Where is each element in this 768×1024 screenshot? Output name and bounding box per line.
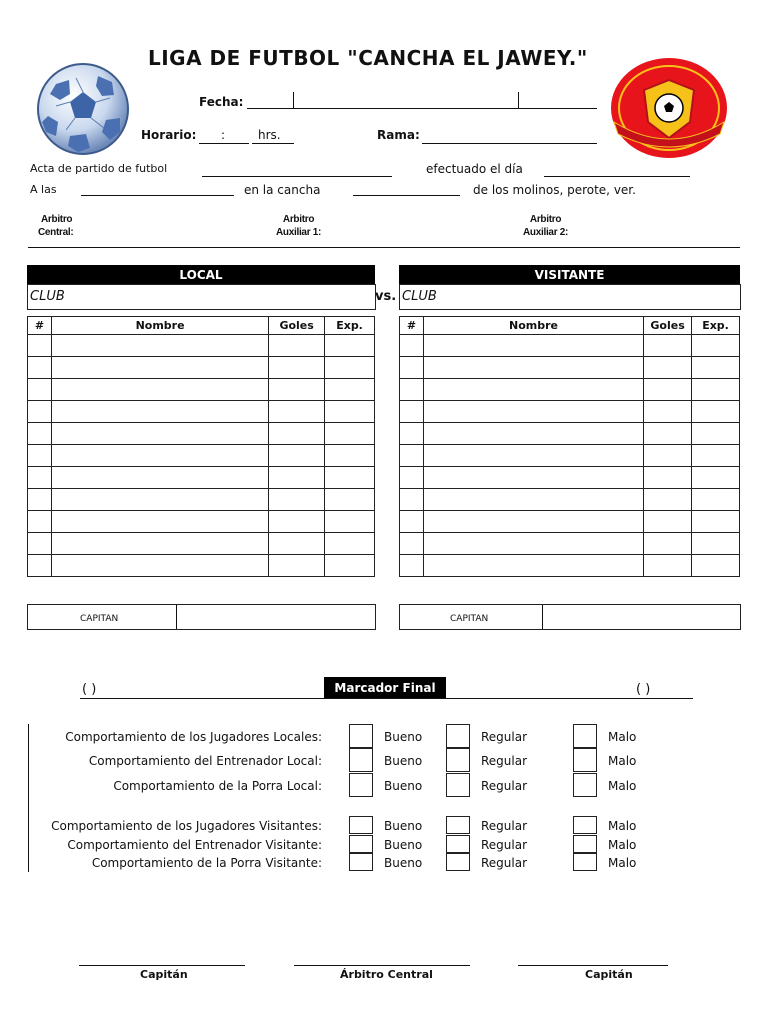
referee-central-label [38,213,73,239]
visitante-roster-row [400,445,740,467]
visitante-name-cell[interactable] [423,555,643,577]
behavior-option-label: Bueno [384,730,423,744]
visitante-number-cell[interactable] [400,467,424,489]
behavior-option-label: Malo [608,838,637,852]
visitante-exp-cell[interactable] [692,357,740,379]
local-roster-row [28,533,375,555]
behavior-local-regular-checkbox[interactable] [446,724,470,748]
local-roster-row [28,379,375,401]
behavior-local-label: Comportamiento de la Porra Local: [113,779,322,793]
visitante-goals-cell[interactable] [644,467,692,489]
signature-center-line[interactable] [294,965,470,966]
behavior-visitante-label: Comportamiento de los Jugadores Visitantes: [51,819,322,833]
referee-central-line1: Arbitro [41,214,73,225]
local-col-number: # [28,317,52,335]
local-number-cell[interactable] [28,423,52,445]
local-roster-row [28,423,375,445]
behavior-local-malo-checkbox[interactable] [573,724,597,748]
local-col-exp: Exp. [325,317,375,335]
local-roster-row [28,335,375,357]
signature-left-line[interactable] [79,965,245,966]
behavior-local-regular-checkbox[interactable] [446,748,470,772]
behavior-local-malo-checkbox[interactable] [573,748,597,772]
acta-date-line[interactable] [544,176,690,177]
behavior-local-bueno-checkbox[interactable] [349,724,373,748]
local-name-cell[interactable] [51,445,268,467]
local-goals-cell[interactable] [269,445,325,467]
local-captain-box [27,604,376,630]
referee-aux2-line2: Auxiliar 2: [523,227,569,238]
behavior-local-malo-checkbox[interactable] [573,773,597,797]
visitante-goals-cell[interactable] [644,511,692,533]
behavior-option-label: Malo [608,856,637,870]
horario-separator: : [221,128,226,142]
rama-label: Rama: [377,128,420,142]
signature-right-line[interactable] [518,965,668,966]
visitante-goals-cell[interactable] [644,401,692,423]
local-exp-cell[interactable] [325,357,375,379]
behavior-option-label: Regular [481,819,528,833]
acta-line2-suffix: de los molinos, perote, ver. [473,183,636,197]
local-goals-cell[interactable] [269,511,325,533]
behavior-visitante-regular-checkbox[interactable] [446,853,470,871]
local-club-field[interactable] [27,284,376,310]
visitante-exp-cell[interactable] [692,445,740,467]
visitante-exp-cell[interactable] [692,489,740,511]
acta-line1-mid: efectuado el día [426,162,523,176]
local-number-cell[interactable] [28,335,52,357]
visitante-goals-cell[interactable] [644,357,692,379]
local-number-cell[interactable] [28,445,52,467]
acta-field-line[interactable] [353,195,460,196]
local-roster-row [28,489,375,511]
local-number-cell[interactable] [28,533,52,555]
visitante-col-name: Nombre [423,317,643,335]
visitante-name-cell[interactable] [423,423,643,445]
visitante-exp-cell[interactable] [692,511,740,533]
local-goals-cell[interactable] [269,555,325,577]
visitante-col-goals: Goles [644,317,692,335]
local-roster-row [28,511,375,533]
league-crest-icon [608,56,730,160]
behavior-option-label: Malo [608,730,637,744]
local-name-cell[interactable] [51,379,268,401]
behavior-option-label: Regular [481,779,528,793]
local-goals-cell[interactable] [269,401,325,423]
local-name-cell[interactable] [51,423,268,445]
behavior-option-label: Regular [481,730,528,744]
visitante-exp-cell[interactable] [692,379,740,401]
visitante-number-cell[interactable] [400,511,424,533]
visitante-roster-row [400,379,740,401]
visitante-number-cell[interactable] [400,357,424,379]
fecha-divider-2 [518,92,519,108]
visitante-captain-box [399,604,741,630]
local-name-cell[interactable] [51,467,268,489]
local-number-cell[interactable] [28,357,52,379]
visitante-name-cell[interactable] [423,467,643,489]
visitante-captain-field[interactable] [543,605,740,629]
visitante-goals-cell[interactable] [644,379,692,401]
visitante-goals-cell[interactable] [644,423,692,445]
local-header: LOCAL [27,265,375,284]
local-number-cell[interactable] [28,401,52,423]
local-exp-cell[interactable] [325,511,375,533]
signature-center-label: Árbitro Central [340,968,433,981]
visitante-name-cell[interactable] [423,445,643,467]
local-goals-cell[interactable] [269,533,325,555]
behavior-local-bueno-checkbox[interactable] [349,748,373,772]
behavior-visitante-malo-checkbox[interactable] [573,816,597,834]
visitante-exp-cell[interactable] [692,423,740,445]
local-roster-row [28,467,375,489]
acta-line2-prefix: A las [30,183,57,196]
visitante-col-exp: Exp. [692,317,740,335]
local-roster-row [28,401,375,423]
visitante-number-cell[interactable] [400,445,424,467]
behavior-option-label: Regular [481,754,528,768]
local-roster-body [28,335,375,577]
visitante-goals-cell[interactable] [644,555,692,577]
visitante-roster-row [400,335,740,357]
referee-central-line2: Central: [38,227,74,238]
acta-line2-mid: en la cancha [244,183,321,197]
visitante-roster-row [400,489,740,511]
behavior-visitante-regular-checkbox[interactable] [446,835,470,853]
behavior-visitante-malo-checkbox[interactable] [573,853,597,871]
local-exp-cell[interactable] [325,533,375,555]
fecha-divider-1 [293,92,294,108]
vs-label: vs. [375,289,397,304]
score-local-field[interactable]: ( ) [82,682,97,697]
local-goals-cell[interactable] [269,335,325,357]
local-name-cell[interactable] [51,489,268,511]
visitante-exp-cell[interactable] [692,335,740,357]
marcador-line [80,698,693,699]
visitante-number-cell[interactable] [400,379,424,401]
behavior-visitante-label: Comportamiento de la Porra Visitante: [91,856,322,870]
local-exp-cell[interactable] [325,445,375,467]
visitante-roster-row [400,511,740,533]
league-crest-logo [608,56,730,160]
local-goals-cell[interactable] [269,489,325,511]
behavior-local-regular-checkbox[interactable] [446,773,470,797]
signature-left-label: Capitán [140,968,188,981]
visitante-name-cell[interactable] [423,357,643,379]
local-roster-table [27,316,375,577]
local-col-goals: Goles [269,317,325,335]
page-title: LIGA DE FUTBOL "CANCHA EL JAWEY." [148,46,588,70]
behavior-option-label: Bueno [384,779,423,793]
visitante-name-cell[interactable] [423,379,643,401]
referee-aux1-line1: Arbitro [282,214,315,225]
visitante-number-cell[interactable] [400,335,424,357]
behavior-local-bueno-checkbox[interactable] [349,773,373,797]
horario-label: Horario: [141,128,197,142]
behavior-option-label: Bueno [384,819,423,833]
visitante-number-cell[interactable] [400,489,424,511]
local-exp-cell[interactable] [325,401,375,423]
signature-right-label: Capitán [585,968,633,981]
referee-aux2-label [523,213,568,239]
behavior-option-label: Bueno [384,754,423,768]
local-number-cell[interactable] [28,511,52,533]
local-name-cell[interactable] [51,357,268,379]
visitante-roster-row [400,467,740,489]
visitante-roster-row [400,423,740,445]
local-name-cell[interactable] [51,401,268,423]
local-name-cell[interactable] [51,335,268,357]
referee-aux1-label [276,213,321,239]
local-exp-cell[interactable] [325,489,375,511]
visitante-exp-cell[interactable] [692,467,740,489]
visitante-roster-body [400,335,740,577]
local-name-cell[interactable] [51,511,268,533]
score-visitante-field[interactable]: ( ) [636,682,651,697]
referee-aux1-line2: Auxiliar 1: [276,227,322,238]
behavior-option-label: Bueno [384,856,423,870]
local-goals-cell[interactable] [269,357,325,379]
behavior-option-label: Regular [481,856,528,870]
rama-line[interactable] [422,143,597,144]
behavior-visitante-malo-checkbox[interactable] [573,835,597,853]
visitante-name-cell[interactable] [423,533,643,555]
local-name-cell[interactable] [51,555,268,577]
visitante-goals-cell[interactable] [644,489,692,511]
local-name-cell[interactable] [51,533,268,555]
visitante-club-field[interactable] [399,284,741,310]
acta-match-line[interactable] [202,176,392,177]
behavior-option-label: Malo [608,779,637,793]
horario-min-line[interactable] [252,143,294,144]
fecha-day-line[interactable] [247,108,597,109]
local-roster-header-row [28,317,375,335]
behavior-local-label: Comportamiento del Entrenador Local: [88,754,322,768]
visitante-captain-label: CAPITAN [450,614,489,624]
local-exp-cell[interactable] [325,467,375,489]
visitante-exp-cell[interactable] [692,401,740,423]
local-roster-row [28,555,375,577]
local-number-cell[interactable] [28,555,52,577]
local-number-cell[interactable] [28,489,52,511]
behavior-visitante-bueno-checkbox[interactable] [349,853,373,871]
local-roster-row [28,445,375,467]
visitante-roster-header-row [400,317,740,335]
visitante-number-cell[interactable] [400,401,424,423]
behavior-left-border [28,724,29,872]
behavior-option-label: Malo [608,819,637,833]
behavior-visitante-label: Comportamiento del Entrenador Visitante: [67,838,322,852]
behavior-option-label: Malo [608,754,637,768]
visitante-goals-cell[interactable] [644,335,692,357]
behavior-option-label: Bueno [384,838,423,852]
visitante-number-cell[interactable] [400,423,424,445]
visitante-club-text: CLUB [402,289,437,304]
soccer-ball-logo [36,62,130,156]
local-exp-cell[interactable] [325,423,375,445]
acta-time-line[interactable] [81,195,234,196]
visitante-name-cell[interactable] [423,489,643,511]
visitante-roster-row [400,555,740,577]
local-number-cell[interactable] [28,467,52,489]
visitante-col-number: # [400,317,424,335]
local-captain-field[interactable] [177,605,375,629]
behavior-visitante-regular-checkbox[interactable] [446,816,470,834]
local-col-name: Nombre [51,317,268,335]
local-captain-label: CAPITAN [80,614,119,624]
visitante-name-cell[interactable] [423,335,643,357]
visitante-number-cell[interactable] [400,555,424,577]
visitante-name-cell[interactable] [423,401,643,423]
behavior-visitante-bueno-checkbox[interactable] [349,816,373,834]
visitante-header: VISITANTE [399,265,740,284]
local-exp-cell[interactable] [325,335,375,357]
local-club-text: CLUB [30,289,65,304]
local-exp-cell[interactable] [325,555,375,577]
local-goals-cell[interactable] [269,379,325,401]
behavior-local-label: Comportamiento de los Jugadores Locales: [65,730,322,744]
visitante-exp-cell[interactable] [692,555,740,577]
local-number-cell[interactable] [28,379,52,401]
referee-divider [28,247,740,248]
behavior-option-label: Regular [481,838,528,852]
local-goals-cell[interactable] [269,467,325,489]
local-goals-cell[interactable] [269,423,325,445]
soccer-ball-icon [36,62,130,156]
fecha-label: Fecha: [199,95,244,109]
marcador-final-label: Marcador Final [324,677,446,698]
visitante-number-cell[interactable] [400,533,424,555]
visitante-name-cell[interactable] [423,511,643,533]
visitante-goals-cell[interactable] [644,445,692,467]
horario-hour-line[interactable] [199,143,249,144]
acta-line1-prefix: Acta de partido de futbol [30,162,168,175]
horario-unit: hrs. [258,128,281,142]
visitante-goals-cell[interactable] [644,533,692,555]
behavior-visitante-bueno-checkbox[interactable] [349,835,373,853]
local-roster-row [28,357,375,379]
visitante-roster-table [399,316,740,577]
visitante-roster-row [400,401,740,423]
visitante-roster-row [400,357,740,379]
local-exp-cell[interactable] [325,379,375,401]
visitante-roster-row [400,533,740,555]
referee-aux2-line1: Arbitro [529,214,562,225]
visitante-exp-cell[interactable] [692,533,740,555]
